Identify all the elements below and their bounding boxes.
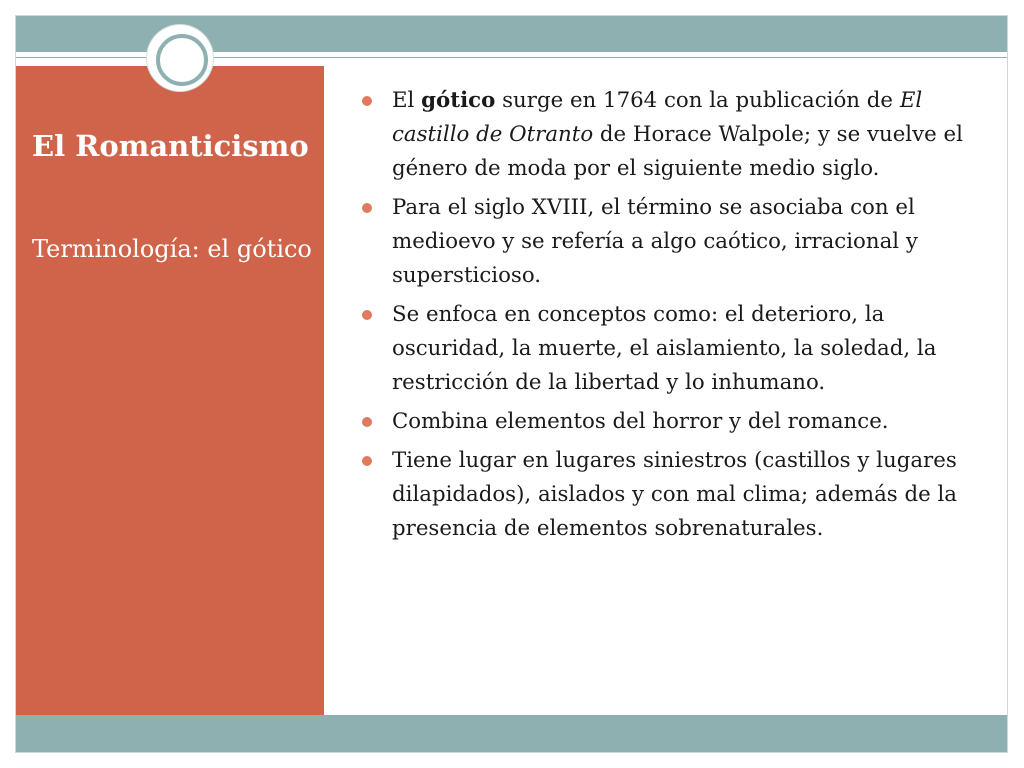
bottom-band <box>16 715 1007 752</box>
bullet-text-part: surge en 1764 con la publicación de <box>495 88 900 113</box>
bullet-dot-icon <box>362 310 372 320</box>
bullet-list <box>360 84 985 551</box>
bullet-dot-icon <box>362 456 372 466</box>
bullet-text: Tiene lugar en lugares siniestros (castillos y lugares dilapidados), aislados y con mal clima; además de la presencia de elementos sobrenaturales. <box>392 448 957 541</box>
bullet-item <box>360 191 985 293</box>
bullet-item <box>360 298 985 400</box>
bullet-dot-icon <box>362 417 372 427</box>
bullet-text: Se enfoca en conceptos como: el deterioro, la oscuridad, la muerte, el aislamiento, la soledad, la restricción de la libertad y lo inhumano. <box>392 302 937 395</box>
slide-subtitle: Terminología: el gótico <box>32 235 312 263</box>
bullet-text: Combina elementos del horror y del romance. <box>392 409 889 434</box>
bullet-text: Para el siglo XVIII, el término se asociaba con el medioevo y se refería a algo caótico, irracional y supersticioso. <box>392 195 918 288</box>
bullet-text-part: El <box>392 88 422 113</box>
bullet-item <box>360 84 985 186</box>
bullet-italic-title: El castillo de Otranto <box>392 88 923 147</box>
circle-ornament-icon <box>147 25 213 91</box>
bullet-item <box>360 405 985 439</box>
bullet-dot-icon <box>362 203 372 213</box>
slide-title: El Romanticismo <box>32 129 309 163</box>
bullet-dot-icon <box>362 96 372 106</box>
bullet-text-part: de Horace Walpole; y se vuelve el género de moda por el siguiente medio siglo. <box>392 122 963 181</box>
bullet-bold-term: gótico <box>421 88 496 113</box>
ornament-ring <box>156 34 208 86</box>
bullet-item <box>360 444 985 546</box>
